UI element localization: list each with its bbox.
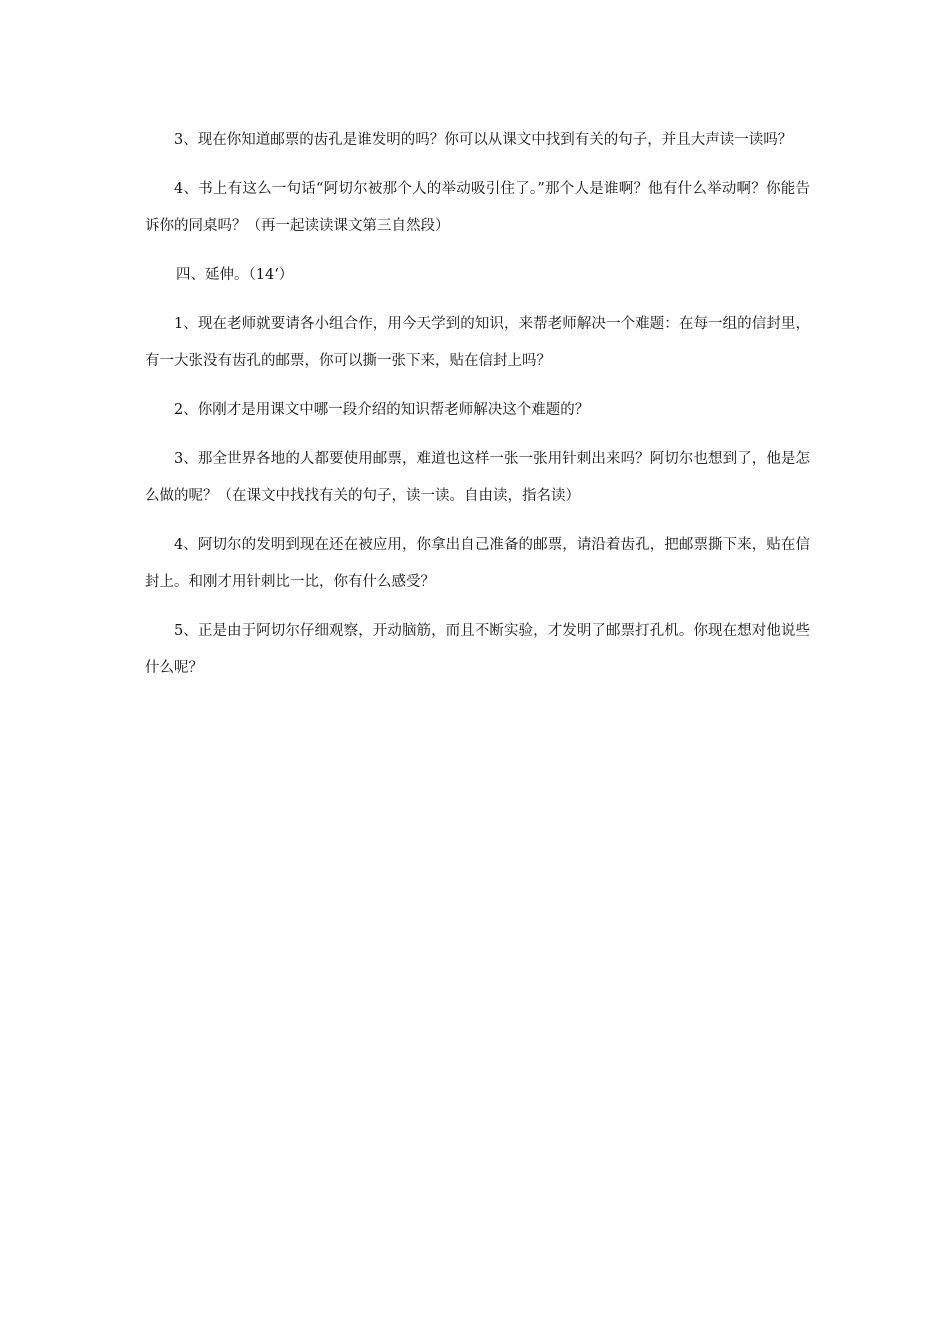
question-paragraph: 2、你刚才是用课文中哪一段介绍的知识帮老师解决这个难题的？ (174, 402, 590, 418)
section-heading: 四、延伸。（14‘） (176, 267, 294, 283)
document-body (145, 122, 810, 687)
question-paragraph: 3、那全世界各地的人都要使用邮票，难道也这样一张一张用针刺出来吗？阿切尔也想到了，他是怎么做的呢？（在课文中找找有关的句子，读一读。自由读，指名读） (145, 451, 810, 504)
question-paragraph: 3、现在你知道邮票的齿孔是谁发明的吗？你可以从课文中找到有关的句子，并且大声读一读吗？ (174, 132, 793, 148)
question-paragraph: 4、书上有这么一句话“阿切尔被那个人的举动吸引住了。”那个人是谁啊？他有什么举动啊？你能告诉你的同桌吗？（再一起读读课文第三自然段） (145, 181, 810, 234)
question-paragraph: 1、现在老师就要请各小组合作，用今天学到的知识，来帮老师解决一个难题：在每一组的信封里，有一大张没有齿孔的邮票，你可以撕一张下来，贴在信封上吗？ (145, 316, 810, 369)
question-paragraph: 4、阿切尔的发明到现在还在被应用，你拿出自己准备的邮票，请沿着齿孔，把邮票撕下来，贴在信封上。和刚才用针刺比一比，你有什么感受？ (145, 537, 810, 590)
question-paragraph: 5、正是由于阿切尔仔细观察，开动脑筋，而且不断实验，才发明了邮票打孔机。你现在想对他说些什么呢？ (145, 623, 810, 676)
